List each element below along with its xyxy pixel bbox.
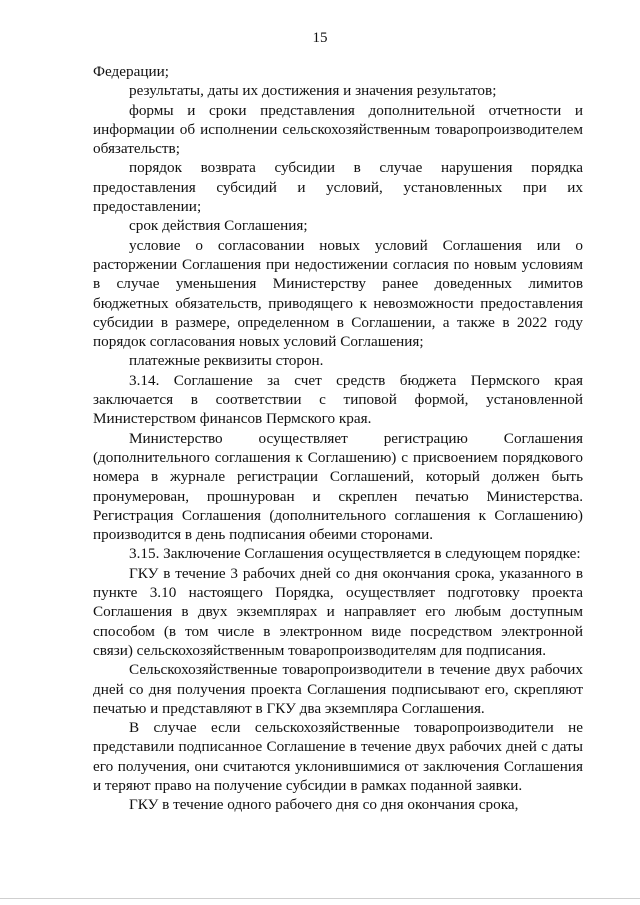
document-body (93, 62, 583, 815)
page-number: 15 (312, 30, 328, 46)
paragraph-3-14: 3.14. Соглашение за счет средств бюджета Пермского края заключается в соответствии с типовой формой, установленной Министерством финансов Пермского края. (93, 371, 583, 428)
paragraph-refund: порядок возврата субсидии в случае нарушения порядка предоставления субсидий и условий, установленных при их предоставлении; (93, 159, 583, 216)
paragraph-new-conditions: условие о согласовании новых условий Соглашения или о расторжении Соглашения при недостижении согласия по новым условиям в случае уменьшения Министерству ранее доведенных лимитов бюджетных обязательств, приводящего к невозможности предоставления субсидии в размере, определенном в Соглашении, а также в 2022 году порядок согласования новых условий Соглашения; (93, 236, 583, 351)
paragraph-gku-continued: ГКУ в течение одного рабочего дня со дня окончания срока, (129, 796, 519, 814)
paragraph-requisites: платежные реквизиты сторон. (129, 352, 324, 370)
paragraph-term: срок действия Соглашения; (129, 217, 308, 235)
paragraph-results: результаты, даты их достижения и значения результатов; (129, 82, 497, 100)
paragraph-producers-sign: Сельскохозяйственные товаропроизводители в течение двух рабочих дней со дня получения проекта Соглашения подписывают его, скрепляют печатью и представляют в ГКУ два экземпляра Соглашения. (93, 661, 583, 717)
page-bottom-edge (0, 898, 640, 899)
paragraph-federation: Федерации; (93, 63, 169, 80)
paragraph-evasion: В случае если сельскохозяйственные товаропроизводители не представили подписанное Соглашение в течение двух рабочих дней с даты его получения, они считаются уклонившимися от заключения Соглашения и теряют право на получение субсидии в рамках поданной заявки. (93, 719, 583, 794)
paragraph-registration: Министерство осуществляет регистрацию Соглашения (дополнительного соглашения к Соглашению) с присвоением порядкового номера в журнале регистрации Соглашений, который должен быть пронумерован, прошнурован и скреплен печатью Министерства. Регистрация Соглашения (дополнительного соглашения к Соглашению) производится в день подписания обеими сторонами. (93, 429, 583, 544)
paragraph-gku-preparation: ГКУ в течение 3 рабочих дней со дня окончания срока, указанного в пункте 3.10 настоящего Порядка, осуществляет подготовку проекта Соглашения в двух экземплярах и направляет его любым доступным способом (в том числе в электронном виде посредством электронной связи) сельскохозяйственным товаропроизводителям для подписания. (93, 564, 583, 659)
paragraph-3-15: 3.15. Заключение Соглашения осуществляется в следующем порядке: (129, 545, 581, 563)
paragraph-reporting: формы и сроки представления дополнительной отчетности и информации об исполнении сельскохозяйственным товаропроизводителем обязательств; (93, 101, 583, 158)
